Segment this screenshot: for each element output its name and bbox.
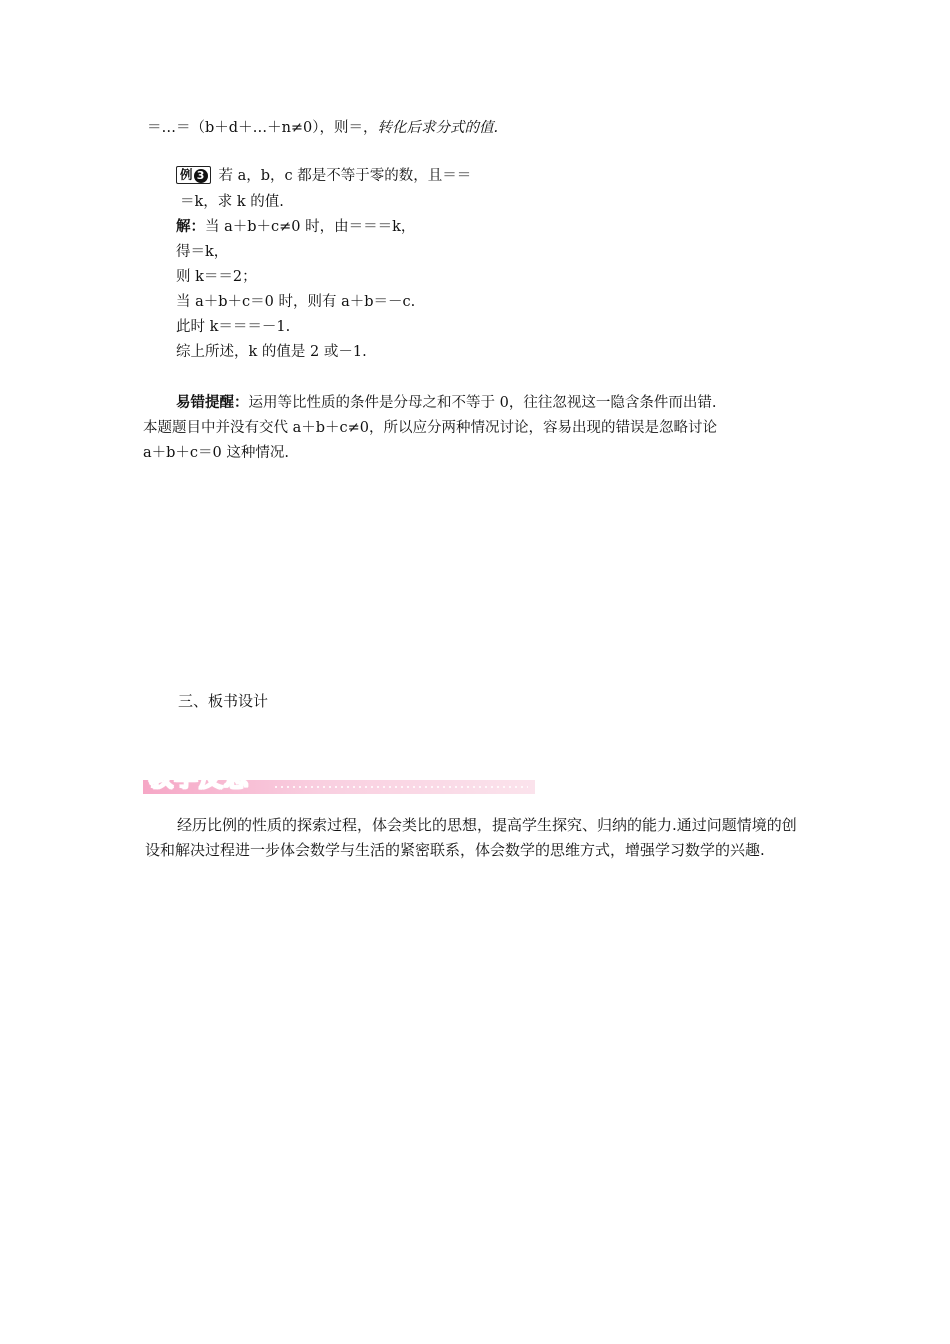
example-3-question (176, 166, 471, 186)
example-3-question-line2: ＝k，求 k 的值. (180, 194, 284, 210)
reflection-banner (143, 763, 535, 795)
reflection-banner-title: 教学反思 (149, 764, 249, 792)
solution-line-4: 当 a＋b＋c＝0 时，则有 a＋b＝－c. (176, 294, 416, 310)
example-3-question-line1: 若 a，b，c 都是不等于零的数，且＝＝ (218, 168, 472, 184)
section-heading-board-design: 三、板书设计 (178, 692, 269, 710)
solution-label: 解： (176, 219, 205, 235)
top-formula-tail: 转化后求分式的值. (377, 120, 499, 136)
error-tip-line-1-text: 运用等比性质的条件是分母之和不等于 0，往往忽视这一隐含条件而出错. (248, 395, 717, 411)
error-tip-line-3: a＋b＋c＝0 这种情况. (143, 445, 289, 461)
solution-line-6: 综上所述，k 的值是 2 或－1. (176, 344, 367, 360)
solution-line-2: 得＝k， (176, 244, 229, 260)
top-formula-text: ＝…＝（b＋d＋…＋n≠0），则＝， (147, 120, 378, 136)
banner-dots (273, 786, 528, 788)
example-badge (176, 166, 211, 184)
example-badge-label: 例 (180, 167, 193, 182)
solution-line-1-text: 当 a＋b＋c≠0 时，由＝＝＝k， (205, 219, 416, 235)
example-badge-number: 3 (194, 169, 208, 183)
error-tip-label: 易错提醒： (176, 395, 249, 411)
solution-line-1 (176, 217, 415, 237)
solution-line-5: 此时 k＝＝＝－1. (176, 319, 291, 335)
top-formula-line (147, 118, 498, 138)
error-tip-line-1 (176, 393, 716, 413)
solution-line-3: 则 k＝＝2； (176, 269, 257, 285)
reflection-paragraph: 经历比例的性质的探索过程，体会类比的思想，提高学生探究、归纳的能力.通过问题情境的创设和解决过程进一步体会数学与生活的紧密联系，体会数学的思维方式，增强学习数学的兴趣. (145, 816, 797, 859)
error-tip-line-2: 本题题目中并没有交代 a＋b＋c≠0，所以应分两种情况讨论，容易出现的错误是忽略讨论 (143, 420, 718, 436)
